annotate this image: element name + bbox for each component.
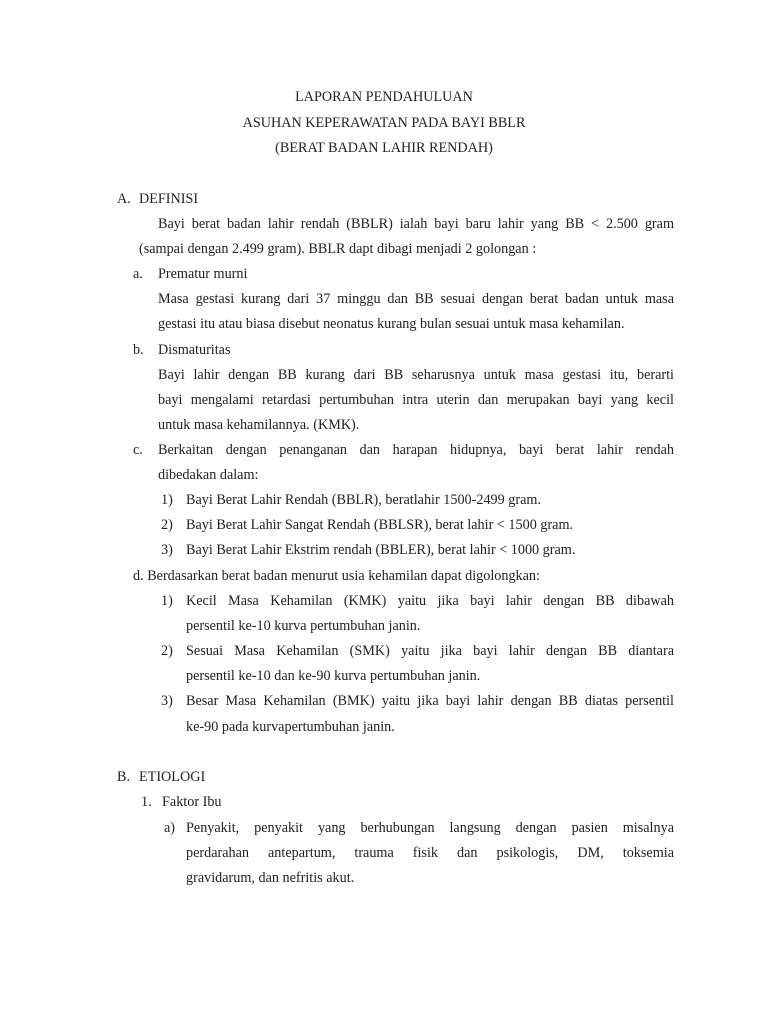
list-item-text: persentil ke-10 dan ke-90 kurva pertumbuhan janin. <box>186 668 481 684</box>
list-item-text: Kecil Masa Kehamilan (KMK) yaitu jika bayi lahir dengan BB dibawah <box>186 593 674 609</box>
item-c-marker: c. <box>133 442 143 458</box>
list-item-marker: 2) <box>161 643 173 659</box>
item-b-line-1: Bayi lahir dengan BB kurang dari BB seharusnya untuk masa gestasi itu, berarti <box>158 367 674 383</box>
item-a-title: Prematur murni <box>158 266 248 282</box>
list-item-text: Bayi Berat Lahir Sangat Rendah (BBLSR), berat lahir < 1500 gram. <box>186 517 574 533</box>
etiology-sub-a-line-3: gravidarum, dan nefritis akut. <box>186 870 355 886</box>
list-item-text: Bayi Berat Lahir Rendah (BBLR), beratlahir 1500-2499 gram. <box>186 492 541 508</box>
item-a-line-1: Masa gestasi kurang dari 37 minggu dan BB sesuai dengan berat badan untuk masa <box>158 291 674 307</box>
etiology-item-1-marker: 1. <box>141 794 152 810</box>
item-a-marker: a. <box>133 266 143 282</box>
list-item-marker: 3) <box>161 693 173 709</box>
section-a-marker: A. <box>117 191 131 207</box>
item-b-title: Dismaturitas <box>158 342 231 358</box>
list-item-marker: 1) <box>161 593 173 609</box>
definition-line-1: Bayi berat badan lahir rendah (BBLR) ialah bayi baru lahir yang BB < 2.500 gram <box>158 216 674 232</box>
item-a-line-2: gestasi itu atau biasa disebut neonatus kurang bulan sesuai untuk masa kehamilan. <box>158 316 625 332</box>
item-c-line-2: dibedakan dalam: <box>158 467 259 483</box>
etiology-sub-a-line-1: Penyakit, penyakit yang berhubungan langsung dengan pasien misalnya <box>186 820 674 836</box>
etiology-sub-a-marker: a) <box>164 820 176 836</box>
item-c-line-1: Berkaitan dengan penanganan dan harapan hidupnya, bayi berat lahir rendah <box>158 442 674 458</box>
list-item-text: Bayi Berat Lahir Ekstrim rendah (BBLER), berat lahir < 1000 gram. <box>186 542 576 558</box>
item-b-line-2: bayi mengalami retardasi pertumbuhan intra uterin dan merupakan bayi yang kecil <box>158 392 674 408</box>
list-item-text: persentil ke-10 kurva pertumbuhan janin. <box>186 618 421 634</box>
list-item-marker: 1) <box>161 492 173 508</box>
item-b-marker: b. <box>133 342 144 358</box>
etiology-sub-a-line-2: perdarahan antepartum, trauma fisik dan psikologis, DM, toksemia <box>186 845 674 861</box>
list-item-text: Sesuai Masa Kehamilan (SMK) yaitu jika bayi lahir dengan BB diantara <box>186 643 674 659</box>
etiology-item-1-title: Faktor Ibu <box>162 794 222 810</box>
list-item-marker: 3) <box>161 542 173 558</box>
title-line-3: (BERAT BADAN LAHIR RENDAH) <box>275 140 493 156</box>
list-item-text: ke-90 pada kurvapertumbuhan janin. <box>186 719 395 735</box>
section-b-heading: ETIOLOGI <box>139 769 206 785</box>
section-b-marker: B. <box>117 769 131 785</box>
list-item-text: Besar Masa Kehamilan (BMK) yaitu jika bayi lahir dengan BB diatas persentil <box>186 693 674 709</box>
item-d-line-1: d. Berdasarkan berat badan menurut usia kehamilan dapat digolongkan: <box>133 568 540 584</box>
list-item-marker: 2) <box>161 517 173 533</box>
item-b-line-3: untuk masa kehamilannya. (KMK). <box>158 417 360 433</box>
title-line-1: LAPORAN PENDAHULUAN <box>295 89 473 105</box>
definition-line-2: (sampai dengan 2.499 gram). BBLR dapt dibagi menjadi 2 golongan : <box>139 241 537 257</box>
section-a-heading: DEFINISI <box>139 191 199 207</box>
title-line-2: ASUHAN KEPERAWATAN PADA BAYI BBLR <box>242 115 526 131</box>
